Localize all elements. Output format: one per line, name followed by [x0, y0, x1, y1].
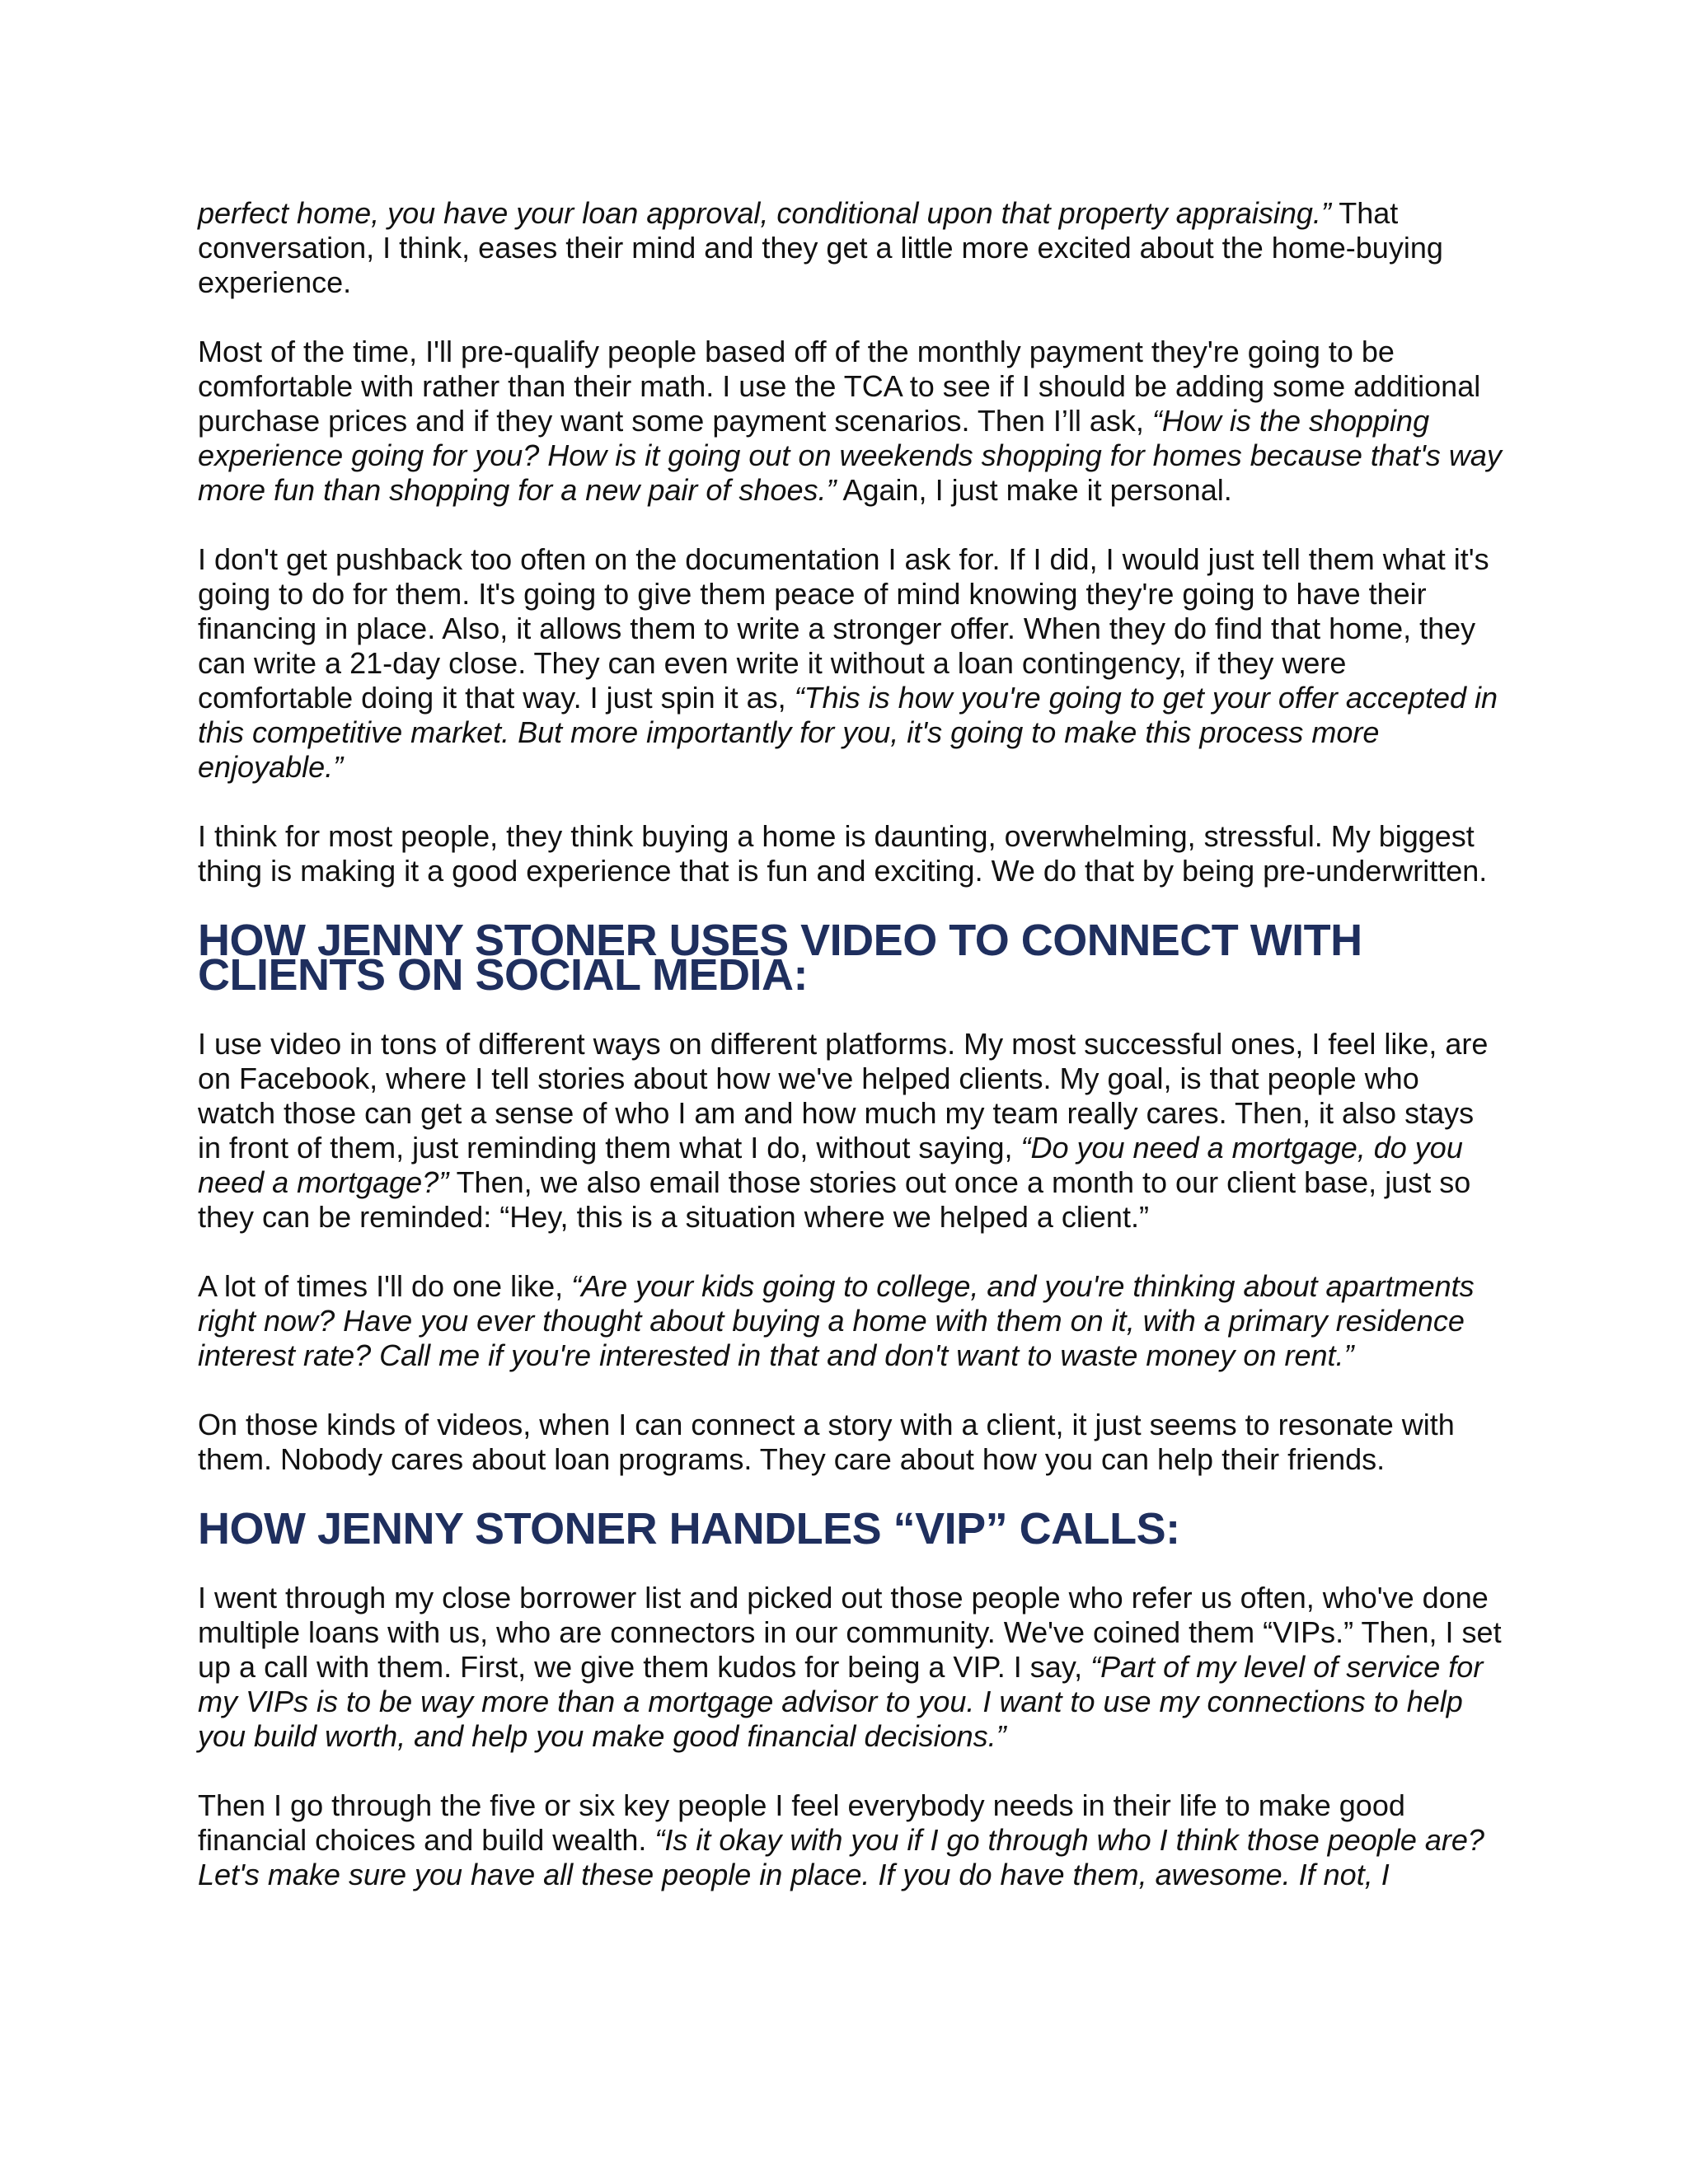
- body-text: Most of the time, I'll pre-qualify people based off of the monthly payment they're going to be comfortable with rather than their math. I use the TCA to see if I should be adding some additional purchase prices and if they want some payment scenarios. Then I’ll ask,: [198, 335, 1481, 438]
- body-text: A lot of times I'll do one like,: [198, 1269, 572, 1303]
- section-vip: [198, 1581, 1502, 1892]
- section-intro: [198, 196, 1502, 888]
- paragraph: [198, 335, 1502, 508]
- quote-text: “This is how you're going to get your offer accepted in this competitive market. But more importantly for you, it's going to make this process more enjoyable.”: [198, 681, 1498, 784]
- section-heading-video: HOW JENNY STONER USES VIDEO TO CONNECT WITH CLIENTS ON SOCIAL MEDIA:: [198, 916, 1362, 1000]
- quote-text: “How is the shopping experience going for you? How is it going out on weekends shopping for homes because that's way more fun than shopping for a new pair of shoes.”: [198, 404, 1502, 507]
- paragraph: [198, 196, 1502, 300]
- quote-text: “Is it okay with you if I go through who I think those people are? Let's make sure you have all these people in place. If you do have them, awesome. If not, I: [198, 1823, 1484, 1891]
- body-text: I use video in tons of different ways on different platforms. My most successful ones, I feel like, are on Facebook, where I tell stories about how we've helped clients. My goal, is that people who watch those can get a sense of who I am and how much my team really cares. Then, it also stays in front of them, just reminding them what I do, without saying,: [198, 1027, 1489, 1165]
- quote-text: “Part of my level of service for my VIPs is to be way more than a mortgage advisor to you. I want to use my connections to help you build worth, and help you make good financial decisions.”: [198, 1650, 1484, 1753]
- body-text: Then, we also email those stories out once a month to our client base, just so they can be reminded: “Hey, this is a situation where we helped a client.”: [198, 1165, 1471, 1234]
- document-page: [198, 196, 1502, 1927]
- section-heading-vip: HOW JENNY STONER HANDLES “VIP” CALLS:: [198, 1504, 1180, 1554]
- quote-text: “Are your kids going to college, and you're thinking about apartments right now? Have you ever thought about buying a home with them on it, with a primary residence interest rate? Call me if you're interested in that and don't want to waste money on rent.”: [198, 1269, 1475, 1372]
- paragraph: [198, 819, 1502, 888]
- body-text: That conversation, I think, eases their mind and they get a little more excited about the home-buying experience.: [198, 196, 1443, 299]
- paragraph: [198, 1408, 1502, 1477]
- paragraph: [198, 1788, 1502, 1892]
- body-text: Again, I just make it personal.: [836, 473, 1232, 507]
- body-text: I don't get pushback too often on the documentation I ask for. If I did, I would just tell them what it's going to do for them. It's going to give them peace of mind knowing they're going to have their financing in place. Also, it allows them to write a stronger offer. When they do find that home, they can write a 21-day close. They can even write it without a loan contingency, if they were comfortable doing it that way. I just spin it as,: [198, 542, 1489, 715]
- body-text: I think for most people, they think buying a home is daunting, overwhelming, stressful. My biggest thing is making it a good experience that is fun and exciting. We do that by being pre-underwritten.: [198, 819, 1488, 888]
- paragraph: [198, 542, 1502, 785]
- paragraph: [198, 1027, 1502, 1235]
- body-text: I went through my close borrower list and picked out those people who refer us often, who've done multiple loans with us, who are connectors in our community. We've coined them “VIPs.” Then, I set up a call with them. First, we give them kudos for being a VIP. I say,: [198, 1581, 1502, 1684]
- quote-text: “Do you need a mortgage, do you need a mortgage?”: [198, 1131, 1463, 1199]
- paragraph: [198, 1269, 1502, 1373]
- body-text: Then I go through the five or six key people I feel everybody needs in their life to make good financial choices and build wealth.: [198, 1788, 1405, 1857]
- section-video: [198, 1027, 1502, 1477]
- body-text: On those kinds of videos, when I can connect a story with a client, it just seems to resonate with them. Nobody cares about loan programs. They care about how you can help their friends.: [198, 1408, 1455, 1476]
- paragraph: [198, 1581, 1502, 1754]
- quote-text: perfect home, you have your loan approval, conditional upon that property appraising.”: [198, 196, 1331, 230]
